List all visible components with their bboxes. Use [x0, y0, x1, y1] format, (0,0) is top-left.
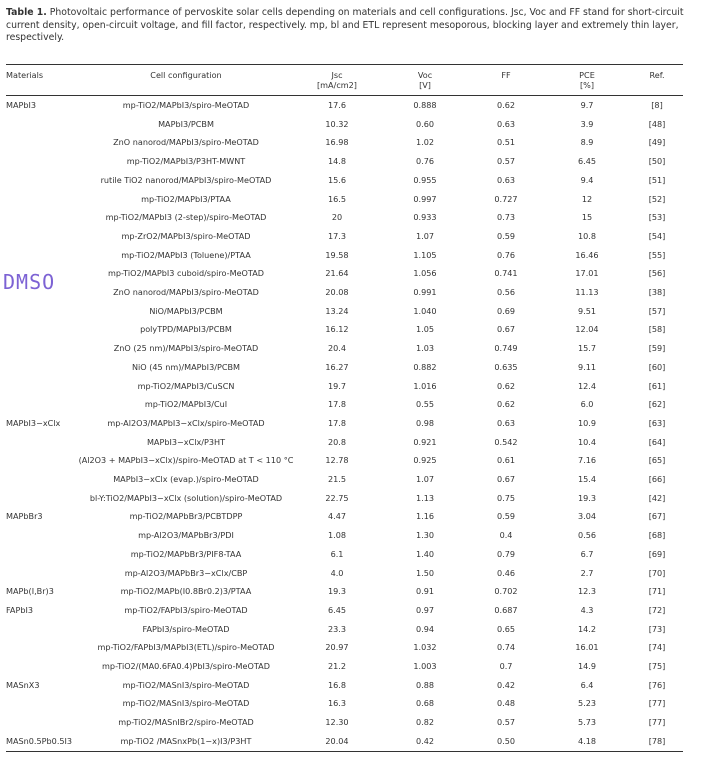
table-row: [0, 264, 702, 283]
voc-cell: 0.97: [415, 604, 435, 615]
header-jsc-unit: [mA/cm2]: [317, 80, 357, 90]
voc-cell: 0.921: [413, 436, 437, 447]
voc-cell: 1.032: [413, 642, 437, 653]
header-voc: [390, 70, 460, 90]
material-cell: FAPbI3: [6, 604, 34, 615]
jsc-cell: 17.8: [327, 399, 347, 410]
jsc-cell: 20.97: [325, 642, 349, 653]
config-cell: MAPbI3/PCBM: [158, 118, 214, 129]
config-cell: mp-TiO2/MAPbI3 (Toluene)/PTAA: [121, 249, 251, 260]
table-row: [0, 227, 702, 246]
pce-cell: 6.7: [580, 548, 594, 559]
ff-cell: 0.46: [496, 567, 516, 578]
pce-cell: 9.51: [577, 305, 597, 316]
handwritten-annotation: DMSO: [3, 270, 56, 294]
material-cell: MAPb(I,Br)3: [6, 586, 54, 597]
config-cell: mp-TiO2/MAPbI3/spiro-MeOTAD: [122, 100, 250, 110]
ref-cell: [60]: [648, 361, 666, 372]
jsc-cell: 12.78: [325, 455, 349, 466]
ref-cell: [57]: [648, 305, 666, 316]
table-row: [0, 564, 702, 583]
pce-cell: 0.56: [577, 530, 597, 541]
config-cell: mp-TiO2/MAPb(I0.8Br0.2)3/PTAA: [120, 586, 252, 597]
config-cell: mp-TiO2/MAPbBr3/PCBTDPP: [129, 511, 243, 522]
table-row: [0, 283, 702, 302]
voc-cell: 1.105: [413, 249, 437, 260]
ff-cell: 0.74: [496, 642, 516, 653]
config-cell: mp-TiO2/FAPbI3/MAPbI3(ETL)/spiro-MeOTAD: [97, 642, 275, 653]
ref-cell: [53]: [648, 212, 666, 223]
table-row: [0, 96, 702, 115]
table-row: [0, 694, 702, 713]
table-row: [0, 246, 702, 265]
config-cell: mp-TiO2/(MA0.6FA0.4)PbI3/spiro-MeOTAD: [102, 661, 270, 671]
table-row: [0, 657, 702, 676]
jsc-cell: 17.3: [327, 230, 347, 241]
config-cell: bl-Y:TiO2/MAPbI3−xClx (solution)/spiro-MeOTAD: [89, 492, 283, 503]
jsc-cell: 16.12: [325, 324, 349, 335]
table-row: [0, 713, 702, 732]
pce-cell: 4.3: [580, 604, 594, 615]
ff-cell: 0.67: [496, 324, 516, 335]
voc-cell: 0.98: [415, 417, 435, 428]
header-config: Cell configuration: [150, 70, 222, 80]
voc-cell: 1.07: [415, 474, 435, 484]
jsc-cell: 20: [331, 212, 343, 223]
top-rule: [6, 64, 683, 65]
ff-cell: 0.67: [496, 474, 516, 484]
pce-cell: 9.4: [580, 174, 594, 185]
table-row: [0, 489, 702, 508]
table-row: [0, 377, 702, 396]
table-row: [0, 190, 702, 209]
voc-cell: 1.13: [415, 492, 435, 503]
ff-cell: 0.69: [496, 305, 516, 316]
ref-cell: [75]: [648, 661, 666, 671]
ff-cell: 0.57: [496, 717, 516, 728]
ff-cell: 0.76: [496, 249, 516, 260]
ref-cell: [49]: [648, 137, 666, 148]
table-row: [0, 526, 702, 545]
ff-cell: 0.62: [496, 100, 516, 110]
pce-cell: 15.7: [577, 343, 597, 354]
ff-cell: 0.749: [494, 343, 518, 354]
pce-cell: 9.11: [577, 361, 597, 372]
voc-cell: 0.888: [413, 100, 437, 110]
voc-cell: 1.30: [415, 530, 435, 541]
bottom-rule: [6, 751, 683, 752]
ref-cell: [71]: [648, 586, 666, 597]
ff-cell: 0.42: [496, 679, 516, 690]
jsc-cell: 4.47: [327, 511, 347, 522]
ref-cell: [48]: [648, 118, 666, 129]
jsc-cell: 16.5: [327, 193, 347, 204]
jsc-cell: 16.98: [325, 137, 349, 148]
config-cell: mp-TiO2/MASnI3/spiro-MeOTAD: [122, 698, 250, 709]
jsc-cell: 19.7: [327, 380, 347, 391]
header-pce: [551, 70, 623, 90]
voc-cell: 1.50: [415, 567, 435, 578]
pce-cell: 6.4: [580, 679, 594, 690]
pce-cell: 9.7: [580, 100, 594, 110]
table-row: [0, 507, 702, 526]
voc-cell: 0.94: [415, 623, 435, 634]
config-cell: FAPbI3/spiro-MeOTAD: [142, 623, 230, 634]
config-cell: (Al2O3 + MAPbI3−xClx)/spiro-MeOTAD at T < 110 °C: [78, 455, 294, 466]
jsc-cell: 6.45: [327, 604, 347, 615]
table-row: [0, 433, 702, 452]
voc-cell: 1.16: [415, 511, 435, 522]
ref-cell: [58]: [648, 324, 666, 335]
pce-cell: 12.4: [577, 380, 597, 391]
jsc-cell: 19.58: [325, 249, 349, 260]
config-cell: ZnO nanorod/MAPbI3/spiro-MeOTAD: [113, 137, 259, 148]
ref-cell: [59]: [648, 343, 666, 354]
config-cell: mp-TiO2/MAPbI3 cuboid/spiro-MeOTAD: [107, 268, 264, 279]
voc-cell: 1.003: [413, 661, 437, 671]
jsc-cell: 23.3: [327, 623, 347, 634]
table-row: [0, 302, 702, 321]
pce-cell: 19.3: [577, 492, 597, 503]
pce-cell: 10.9: [577, 417, 597, 428]
table-row: [0, 152, 702, 171]
config-cell: NiO/MAPbI3/PCBM: [149, 305, 223, 316]
pce-cell: 15.4: [577, 474, 597, 484]
ff-cell: 0.56: [496, 287, 516, 297]
ff-cell: 0.75: [496, 492, 516, 503]
jsc-cell: 16.8: [327, 679, 347, 690]
ff-cell: 0.50: [496, 735, 516, 746]
voc-cell: 0.55: [415, 399, 435, 410]
table-row: [0, 582, 702, 601]
header-jsc-label: Jsc: [331, 70, 343, 80]
config-cell: mp-TiO2/MAPbI3/CuSCN: [137, 380, 235, 391]
ff-cell: 0.79: [496, 548, 516, 559]
ref-cell: [76]: [648, 679, 666, 690]
material-cell: MAPbI3: [6, 100, 37, 110]
config-cell: rutile TiO2 nanorod/MAPbI3/spiro-MeOTAD: [100, 174, 272, 185]
material-cell: MAPbBr3: [6, 511, 43, 522]
ref-cell: [69]: [648, 548, 666, 559]
ff-cell: 0.702: [494, 586, 518, 597]
header-jsc: [304, 70, 370, 90]
voc-cell: 1.05: [415, 324, 435, 335]
config-cell: mp-TiO2/FAPbI3/spiro-MeOTAD: [124, 604, 248, 615]
voc-cell: 0.933: [413, 212, 437, 223]
header-pce-label: PCE: [579, 70, 595, 80]
config-cell: ZnO (25 nm)/MAPbI3/spiro-MeOTAD: [113, 343, 259, 354]
ff-cell: 0.73: [496, 212, 516, 223]
table-row: [0, 358, 702, 377]
ref-cell: [74]: [648, 642, 666, 653]
ff-cell: 0.542: [494, 436, 518, 447]
ff-cell: 0.62: [496, 380, 516, 391]
voc-cell: 0.76: [415, 156, 435, 167]
ref-cell: [51]: [648, 174, 666, 185]
pce-cell: 5.73: [577, 717, 597, 728]
ff-cell: 0.59: [496, 511, 516, 522]
ff-cell: 0.727: [494, 193, 518, 204]
voc-cell: 0.82: [415, 717, 435, 728]
ref-cell: [70]: [648, 567, 666, 578]
ff-cell: 0.741: [494, 268, 518, 279]
ff-cell: 0.59: [496, 230, 516, 241]
table-row: [0, 339, 702, 358]
voc-cell: 0.882: [413, 361, 437, 372]
ff-cell: 0.51: [496, 137, 516, 148]
ff-cell: 0.4: [499, 530, 513, 541]
ref-cell: [54]: [648, 230, 666, 241]
header-voc-unit: [V]: [419, 80, 431, 90]
table-row: [0, 601, 702, 620]
table-row: [0, 115, 702, 134]
jsc-cell: 17.8: [327, 417, 347, 428]
ref-cell: [61]: [648, 380, 666, 391]
ref-cell: [38]: [648, 287, 666, 297]
ff-cell: 0.62: [496, 399, 516, 410]
table-caption: [6, 7, 692, 45]
table-row: [0, 414, 702, 433]
ref-cell: [78]: [648, 735, 666, 746]
table-label: Table 1.: [6, 7, 47, 18]
pce-cell: 6.45: [577, 156, 597, 167]
config-cell: mp-TiO2/MAPbI3 (2-step)/spiro-MeOTAD: [105, 212, 267, 223]
voc-cell: 1.040: [413, 305, 437, 316]
config-cell: mp-TiO2/MAPbI3/P3HT-MWNT: [126, 156, 246, 167]
pce-cell: 12.04: [575, 324, 599, 335]
voc-cell: 1.40: [415, 548, 435, 559]
jsc-cell: 13.24: [325, 305, 349, 316]
ref-cell: [62]: [648, 399, 666, 410]
ff-cell: 0.687: [494, 604, 518, 615]
table-row: [0, 451, 702, 470]
header-ref: Ref.: [649, 70, 665, 80]
config-cell: mp-ZrO2/MAPbI3/spiro-MeOTAD: [121, 230, 251, 241]
header-materials: Materials: [6, 70, 44, 80]
material-cell: MASnX3: [6, 679, 40, 690]
ff-cell: 0.63: [496, 174, 516, 185]
voc-cell: 1.056: [413, 268, 437, 279]
ff-cell: 0.61: [496, 455, 516, 466]
table-row: [0, 545, 702, 564]
pce-cell: 16.01: [575, 642, 599, 653]
jsc-cell: 16.3: [327, 698, 347, 709]
pce-cell: 2.7: [580, 567, 594, 578]
header-pce-unit: [%]: [579, 80, 594, 90]
jsc-cell: 20.08: [325, 287, 349, 297]
pce-cell: 12.3: [577, 586, 597, 597]
ff-cell: 0.65: [496, 623, 516, 634]
config-cell: mp-Al2O3/MAPbBr3/PDI: [138, 530, 234, 541]
ref-cell: [56]: [648, 268, 666, 279]
pce-cell: 16.46: [575, 249, 599, 260]
voc-cell: 0.91: [415, 586, 435, 597]
ref-cell: [68]: [648, 530, 666, 541]
ref-cell: [63]: [648, 417, 666, 428]
ff-cell: 0.63: [496, 118, 516, 129]
voc-cell: 0.955: [413, 174, 437, 185]
jsc-cell: 20.8: [327, 436, 347, 447]
config-cell: MAPbI3−xClx/P3HT: [146, 436, 226, 447]
config-cell: polyTPD/MAPbI3/PCBM: [140, 324, 232, 335]
caption-text: Photovoltaic performance of pervoskite solar cells depending on materials and cell configurations. Jsc, Voc and FF stand for short-circuit current density, open-circuit voltage, and fill factor, respectively. mp, bl and ETL represent mesoporous, blocking layer and extremely thin layer, respectively.: [6, 7, 684, 44]
jsc-cell: 1.08: [327, 530, 347, 541]
config-cell: mp-Al2O3/MAPbI3−xClx/spiro-MeOTAD: [107, 417, 265, 428]
config-cell: mp-TiO2/MAPbBr3/PIF8-TAA: [130, 548, 242, 559]
ref-cell: [64]: [648, 436, 666, 447]
jsc-cell: 4.0: [330, 567, 344, 578]
ff-cell: 0.63: [496, 417, 516, 428]
config-cell: mp-TiO2/MASnIBr2/spiro-MeOTAD: [118, 717, 254, 728]
config-cell: mp-Al2O3/MAPbBr3−xClx/CBP: [124, 567, 248, 578]
table-row: [0, 732, 702, 751]
jsc-cell: 10.32: [325, 118, 349, 129]
table-row: [0, 620, 702, 639]
jsc-cell: 21.64: [325, 268, 349, 279]
ref-cell: [52]: [648, 193, 666, 204]
voc-cell: 1.07: [415, 230, 435, 241]
voc-cell: 0.60: [415, 118, 435, 129]
pce-cell: 7.16: [577, 455, 597, 466]
jsc-cell: 19.3: [327, 586, 347, 597]
pce-cell: 12: [581, 193, 593, 204]
jsc-cell: 17.6: [327, 100, 347, 110]
voc-cell: 1.02: [415, 137, 435, 148]
jsc-cell: 15.6: [327, 174, 347, 185]
table-row: [0, 676, 702, 695]
pce-cell: 10.8: [577, 230, 597, 241]
ref-cell: [66]: [648, 474, 666, 484]
jsc-cell: 20.4: [327, 343, 347, 354]
ref-cell: [8]: [651, 100, 663, 110]
jsc-cell: 22.75: [325, 492, 349, 503]
material-cell: MAPbI3−xClx: [6, 417, 61, 428]
ff-cell: 0.635: [494, 361, 518, 372]
jsc-cell: 20.04: [325, 735, 349, 746]
table-row: [0, 133, 702, 152]
pce-cell: 8.9: [580, 137, 594, 148]
config-cell: mp-TiO2/MAPbI3/CuI: [144, 399, 228, 410]
table-row: [0, 470, 702, 489]
ref-cell: [73]: [648, 623, 666, 634]
pce-cell: 4.18: [577, 735, 597, 746]
header-ff: FF: [501, 70, 511, 80]
ff-cell: 0.57: [496, 156, 516, 167]
voc-cell: 0.991: [413, 287, 437, 297]
material-cell: MASn0.5Pb0.5I3: [6, 735, 73, 746]
pce-cell: 14.9: [577, 661, 597, 671]
voc-cell: 0.68: [415, 698, 435, 709]
jsc-cell: 14.8: [327, 156, 347, 167]
pce-cell: 3.04: [577, 511, 597, 522]
ref-cell: [77]: [648, 717, 666, 728]
config-cell: mp-TiO2/MAPbI3/PTAA: [141, 193, 231, 204]
pce-cell: 11.13: [575, 287, 599, 297]
table-row: [0, 208, 702, 227]
pce-cell: 10.4: [577, 436, 597, 447]
config-cell: ZnO nanorod/MAPbI3/spiro-MeOTAD: [113, 287, 259, 297]
jsc-cell: 6.1: [330, 548, 344, 559]
ref-cell: [67]: [648, 511, 666, 522]
config-cell: MAPbI3−xClx (evap.)/spiro-MeOTAD: [113, 474, 259, 484]
ref-cell: [72]: [648, 604, 666, 615]
voc-cell: 0.925: [413, 455, 437, 466]
ref-cell: [77]: [648, 698, 666, 709]
table-row: [0, 395, 702, 414]
table-row: [0, 171, 702, 190]
pce-cell: 3.9: [580, 118, 594, 129]
ff-cell: 0.7: [499, 661, 513, 671]
pce-cell: 17.01: [575, 268, 599, 279]
config-cell: mp-TiO2 /MASnxPb(1−x)I3/P3HT: [120, 735, 252, 746]
ref-cell: [42]: [648, 492, 666, 503]
table-row: [0, 320, 702, 339]
jsc-cell: 21.5: [327, 474, 347, 484]
config-cell: mp-TiO2/MASnI3/spiro-MeOTAD: [122, 679, 250, 690]
voc-cell: 1.016: [413, 380, 437, 391]
pce-cell: 14.2: [577, 623, 597, 634]
pce-cell: 15: [581, 212, 593, 223]
voc-cell: 0.88: [415, 679, 435, 690]
ref-cell: [55]: [648, 249, 666, 260]
pce-cell: 6.0: [580, 399, 594, 410]
ff-cell: 0.48: [496, 698, 516, 709]
ref-cell: [65]: [648, 455, 666, 466]
jsc-cell: 16.27: [325, 361, 349, 372]
pce-cell: 5.23: [577, 698, 597, 709]
jsc-cell: 12.30: [325, 717, 349, 728]
voc-cell: 0.42: [415, 735, 435, 746]
ref-cell: [50]: [648, 156, 666, 167]
config-cell: NiO (45 nm)/MAPbI3/PCBM: [131, 361, 241, 372]
table-row: [0, 638, 702, 657]
jsc-cell: 21.2: [327, 661, 347, 671]
voc-cell: 1.03: [415, 343, 435, 354]
header-voc-label: Voc: [417, 70, 433, 80]
voc-cell: 0.997: [413, 193, 437, 204]
